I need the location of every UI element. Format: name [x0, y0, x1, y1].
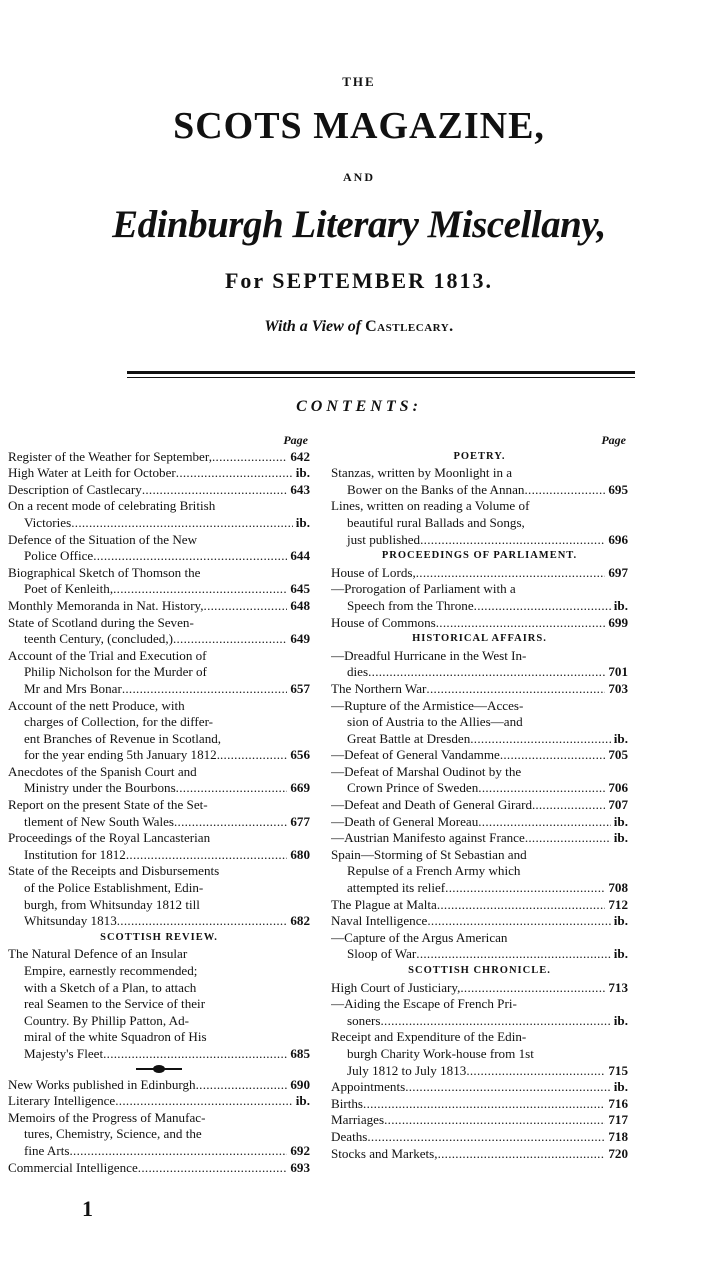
- entry-page-number: 682: [290, 913, 310, 929]
- leader-dots: [405, 1079, 611, 1096]
- entry-page-number: 712: [608, 896, 628, 912]
- entry-text: dies: [347, 664, 369, 680]
- entry-text: sion of Austria to the Allies—and: [347, 714, 523, 730]
- contents-entry: [8, 482, 310, 499]
- contents-entry: [331, 1146, 628, 1163]
- entry-text: Majesty's Fleet: [24, 1045, 104, 1061]
- entry-text: Repulse of a French Army which: [347, 863, 521, 879]
- entry-text: New Works published in Edinburgh: [8, 1076, 196, 1092]
- entry-page-number: 701: [608, 664, 628, 680]
- entry-text: Police Office: [24, 548, 94, 564]
- entry-page-number: ib.: [295, 514, 310, 530]
- entry-page-number: ib.: [613, 1012, 628, 1028]
- entry-text: The Northern War: [331, 680, 427, 696]
- leader-dots: [460, 980, 605, 997]
- contents-entry: [331, 498, 628, 548]
- entry-page-number: ib.: [613, 913, 628, 929]
- entry-text: Defence of the Situation of the New: [8, 531, 198, 547]
- entry-text: Mr and Mrs Bonar: [24, 680, 122, 696]
- magazine-title: SCOTS MAGAZINE,: [173, 105, 545, 147]
- entry-text: —Rupture of the Armistice—Acces-: [331, 697, 524, 713]
- contents-entry: [331, 698, 628, 748]
- section-heading: PROCEEDINGS OF PARLIAMENT.: [381, 550, 578, 562]
- entry-text: High Court of Justiciary,: [331, 979, 461, 995]
- entry-text: tures, Chemistry, Science, and the: [24, 1126, 202, 1142]
- contents-entry: [331, 913, 628, 930]
- leader-dots: [69, 1143, 287, 1160]
- contents-entry: [331, 764, 628, 797]
- entry-page-number: 677: [290, 813, 310, 829]
- contents-entry: [8, 565, 310, 598]
- entry-text: Whitsunday 1813: [24, 913, 117, 929]
- contents-entry: [331, 996, 628, 1029]
- entry-text: Memoirs of the Progress of Manufac-: [8, 1109, 206, 1125]
- leader-dots: [176, 780, 288, 797]
- contents-entry: [8, 1093, 310, 1110]
- page-column-label: Page: [283, 433, 308, 447]
- entry-page-number: 649: [290, 631, 310, 647]
- contents-entry: [8, 465, 310, 482]
- entry-page-number: 692: [290, 1142, 310, 1158]
- entry-text: Lines, written on reading a Volume of: [331, 498, 530, 514]
- entry-page-number: 707: [608, 797, 628, 813]
- frontispiece-note: [0, 318, 718, 336]
- entry-text: Speech from the Throne: [347, 597, 474, 613]
- contents-entry: [331, 648, 628, 681]
- entry-page-number: 703: [608, 680, 628, 696]
- contents-entry: [8, 830, 310, 863]
- entry-text: for the year ending 5th January 1812.: [24, 747, 220, 763]
- leader-dots: [478, 780, 605, 797]
- entry-page-number: 648: [290, 597, 310, 613]
- contents-entry: [331, 980, 628, 997]
- entry-text: Crown Prince of Sweden: [347, 780, 479, 796]
- entry-text: tlement of New South Wales: [24, 813, 174, 829]
- section-heading: SCOTTISH CHRONICLE.: [408, 965, 551, 976]
- entry-text: State of the Receipts and Disbursements: [8, 863, 220, 879]
- entry-page-number: 690: [290, 1076, 310, 1092]
- entry-text: —Death of General Moreau: [331, 813, 479, 829]
- contents-entry: [331, 797, 628, 814]
- leader-dots: [438, 1146, 606, 1163]
- entry-text: Naval Intelligence: [331, 913, 428, 929]
- entry-text: Spain—Storming of St Sebastian and: [331, 846, 527, 862]
- entry-text: Register of the Weather for September,: [8, 448, 212, 464]
- entry-page-number: 685: [290, 1045, 310, 1061]
- entry-text: Great Battle at Dresden: [347, 730, 471, 746]
- leader-dots: [103, 1046, 287, 1063]
- contents-entry: [331, 897, 628, 914]
- leader-dots: [117, 913, 288, 930]
- entry-text: real Seamen to the Service of their: [24, 996, 206, 1012]
- leader-dots: [122, 681, 288, 698]
- contents-entry: [331, 581, 628, 614]
- leader-dots: [93, 548, 287, 565]
- contents-entry: [8, 648, 310, 698]
- entry-text: —Aiding the Escape of French Pri-: [331, 996, 517, 1012]
- leader-dots: [126, 847, 288, 864]
- entry-text: Births: [331, 1095, 364, 1111]
- leader-dots: [436, 615, 606, 632]
- entry-page-number: 669: [290, 780, 310, 796]
- double-rule-thin: [127, 377, 635, 378]
- entry-text: Sloop of War: [347, 946, 417, 962]
- leader-dots: [500, 747, 606, 764]
- entry-page-number: 643: [290, 481, 310, 497]
- entry-page-number: 645: [290, 581, 310, 597]
- view-place: Castlecary.: [365, 318, 454, 335]
- entry-text: with a Sketch of a Plan, to attach: [24, 979, 197, 995]
- entry-text: Poet of Kenleith,: [24, 581, 114, 597]
- leader-dots: [474, 598, 611, 615]
- entry-text: House of Commons: [331, 614, 436, 630]
- entry-text: Philip Nicholson for the Murder of: [24, 664, 207, 680]
- contents-left-column: [8, 432, 310, 1176]
- entry-text: miral of the white Squadron of His: [24, 1029, 207, 1045]
- issue-date: For SEPTEMBER 1813.: [224, 268, 493, 293]
- leader-dots: [173, 631, 287, 648]
- entry-page-number: 720: [608, 1145, 628, 1161]
- leader-dots: [71, 515, 293, 532]
- entry-page-number: 697: [608, 564, 628, 580]
- entry-text: Bower on the Banks of the Annan: [347, 481, 525, 497]
- leader-dots: [363, 1096, 605, 1113]
- entry-text: —Capture of the Argus American: [331, 929, 508, 945]
- entry-page-number: ib.: [613, 946, 628, 962]
- leader-dots: [380, 1013, 610, 1030]
- entry-text: teenth Century, (concluded,): [24, 631, 173, 647]
- entry-page-number: 680: [290, 846, 310, 862]
- entry-text: State of Scotland during the Seven-: [8, 614, 194, 630]
- leader-dots: [535, 797, 605, 814]
- entry-text: just published: [347, 531, 421, 547]
- entry-text: Institution for 1812: [24, 846, 126, 862]
- leader-dots: [524, 482, 605, 499]
- header-the: THE: [342, 74, 376, 89]
- leader-dots: [204, 598, 288, 615]
- contents-entry: [8, 1160, 310, 1177]
- entry-text: Proceedings of the Royal Lancasterian: [8, 830, 211, 846]
- entry-text: burgh, from Whitsunday 1812 till: [24, 896, 200, 912]
- contents-entry: [8, 764, 310, 797]
- entry-text: burgh Charity Work-house from 1st: [347, 1045, 534, 1061]
- entry-text: ent Branches of Revenue in Scotland,: [24, 730, 222, 746]
- contents-entry: [8, 532, 310, 565]
- entry-text: charges of Collection, for the differ-: [24, 714, 214, 730]
- entry-text: Stanzas, written by Moonlight in a: [331, 465, 513, 481]
- contents-entry: [8, 498, 310, 531]
- entry-page-number: 708: [608, 880, 628, 896]
- entry-text: Appointments: [331, 1079, 406, 1095]
- contents-entry: [8, 1110, 310, 1160]
- entry-page-number: 695: [608, 481, 628, 497]
- contents-entry: [8, 615, 310, 648]
- entry-text: Account of the nett Produce, with: [8, 697, 185, 713]
- entry-page-number: 693: [290, 1159, 310, 1175]
- entry-text: —Defeat of Marshal Oudinot by the: [331, 763, 522, 779]
- entry-page-number: 705: [608, 747, 628, 763]
- entry-page-number: 644: [290, 548, 310, 564]
- leader-dots: [384, 1112, 605, 1129]
- entry-text: attempted its relief: [347, 880, 446, 896]
- entry-page-number: 718: [608, 1128, 628, 1144]
- leader-dots: [416, 946, 611, 963]
- entry-page-number: 656: [290, 747, 310, 763]
- double-rule-thick: [127, 371, 635, 374]
- entry-page-number: 696: [608, 531, 628, 547]
- entry-page-number: 715: [608, 1062, 628, 1078]
- contents-right-column: [331, 432, 628, 1162]
- contents-entry: [331, 1129, 628, 1146]
- leader-dots: [220, 747, 287, 764]
- leader-dots: [138, 1160, 288, 1177]
- entry-page-number: 642: [290, 448, 310, 464]
- entry-text: The Natural Defence of an Insular: [8, 946, 188, 962]
- contents-entry: [8, 863, 310, 929]
- entry-text: Account of the Trial and Execution of: [8, 647, 207, 663]
- entry-text: Marriages: [331, 1112, 385, 1128]
- leader-dots: [196, 1077, 288, 1094]
- leader-dots: [174, 814, 287, 831]
- entry-text: Monthly Memoranda in Nat. History,: [8, 597, 204, 613]
- entry-page-number: 699: [608, 614, 628, 630]
- contents-entry: [331, 830, 628, 847]
- contents-entry: [331, 1079, 628, 1096]
- leader-dots: [470, 731, 611, 748]
- entry-page-number: ib.: [613, 730, 628, 746]
- entry-page-number: ib.: [613, 597, 628, 613]
- leader-dots: [212, 449, 287, 466]
- entry-text: The Plague at Malta: [331, 896, 437, 912]
- entry-text: Biographical Sketch of Thomson the: [8, 564, 201, 580]
- entry-page-number: 706: [608, 780, 628, 796]
- contents-entry: [331, 1029, 628, 1079]
- entry-text: House of Lords,: [331, 564, 416, 580]
- entry-text: —Defeat and Death of General Girard.: [331, 797, 536, 813]
- leader-dots: [466, 1063, 605, 1080]
- leader-dots: [142, 482, 288, 499]
- entry-page-number: ib.: [613, 813, 628, 829]
- entry-page-number: 716: [608, 1095, 628, 1111]
- entry-text: Commercial Intelligence: [8, 1159, 138, 1175]
- entry-text: High Water at Leith for October: [8, 465, 176, 481]
- leader-dots: [525, 830, 611, 847]
- entry-text: Receipt and Expenditure of the Edin-: [331, 1029, 527, 1045]
- entry-page-number: ib.: [613, 1079, 628, 1095]
- view-prefix: With a View of: [264, 318, 362, 335]
- entry-text: Empire, earnestly recommended;: [24, 963, 198, 978]
- section-heading: SCOTTISH REVIEW.: [100, 931, 218, 943]
- entry-text: Victories: [24, 514, 72, 530]
- magazine-subtitle: Edinburgh Literary Miscellany,: [112, 203, 606, 246]
- leader-dots: [445, 880, 605, 897]
- ornament-divider: [8, 1063, 310, 1077]
- entry-text: Literary Intelligence: [8, 1093, 116, 1109]
- leader-dots: [115, 1093, 293, 1110]
- leader-dots: [113, 581, 287, 598]
- entry-text: Anecdotes of the Spanish Court and: [8, 763, 197, 779]
- leader-dots: [420, 532, 605, 549]
- entry-page-number: ib.: [295, 465, 310, 481]
- contents-entry: [8, 598, 310, 615]
- entry-text: Stocks and Markets,: [331, 1145, 438, 1161]
- leader-dots: [478, 814, 611, 831]
- entry-page-number: ib.: [295, 1093, 310, 1109]
- entry-text: Ministry under the Bourbons: [24, 780, 176, 796]
- leader-dots: [368, 664, 605, 681]
- contents-entry: [331, 747, 628, 764]
- page-number: 1: [82, 1196, 93, 1221]
- entry-page-number: 657: [290, 680, 310, 696]
- contents-entry: [331, 930, 628, 963]
- leader-dots: [427, 913, 610, 930]
- contents-entry: [8, 797, 310, 830]
- contents-entry: [331, 565, 628, 582]
- entry-text: —Defeat of General Vandamme: [331, 747, 500, 763]
- contents-entry: [331, 1112, 628, 1129]
- section-heading: POETRY.: [453, 450, 506, 462]
- entry-page-number: 713: [608, 979, 628, 995]
- leader-dots: [426, 681, 605, 698]
- entry-page-number: 717: [608, 1112, 628, 1128]
- header-and: AND: [343, 170, 375, 184]
- entry-text: On a recent mode of celebrating British: [8, 498, 216, 514]
- contents-entry: [331, 615, 628, 632]
- entry-text: Country. By Phillip Patton, Ad-: [24, 1012, 190, 1028]
- contents-entry: [331, 814, 628, 831]
- contents-entry: [8, 1077, 310, 1094]
- contents-entry: [8, 946, 310, 1062]
- entry-text: —Prorogation of Parliament with a: [331, 581, 516, 597]
- leader-dots: [367, 1129, 605, 1146]
- entry-page-number: ib.: [613, 830, 628, 846]
- entry-text: —Austrian Manifesto against France: [331, 830, 525, 846]
- entry-text: beautiful rural Ballads and Songs,: [347, 514, 525, 530]
- contents-entry: [331, 847, 628, 897]
- entry-text: Deaths: [331, 1128, 368, 1144]
- entry-text: —Dreadful Hurricane in the West In-: [331, 647, 527, 663]
- section-heading: HISTORICAL AFFAIRS.: [412, 633, 547, 645]
- contents-entry: [331, 1096, 628, 1113]
- leader-dots: [176, 465, 293, 482]
- contents-entry: [331, 465, 628, 498]
- leader-dots: [437, 897, 606, 914]
- entry-text: of the Police Establishment, Edin-: [24, 880, 204, 896]
- entry-text: Report on the present State of the Set-: [8, 797, 208, 813]
- entry-text: soners: [347, 1012, 381, 1028]
- contents-heading: CONTENTS:: [296, 398, 422, 415]
- page-column-label: Page: [601, 433, 626, 447]
- contents-entry: [331, 681, 628, 698]
- contents-entry: [8, 449, 310, 466]
- leader-dots: [416, 565, 606, 582]
- entry-text: July 1812 to July 1813: [347, 1062, 467, 1078]
- contents-entry: [8, 698, 310, 764]
- entry-text: fine Arts: [24, 1142, 70, 1158]
- entry-text: Description of Castlecary: [8, 481, 142, 497]
